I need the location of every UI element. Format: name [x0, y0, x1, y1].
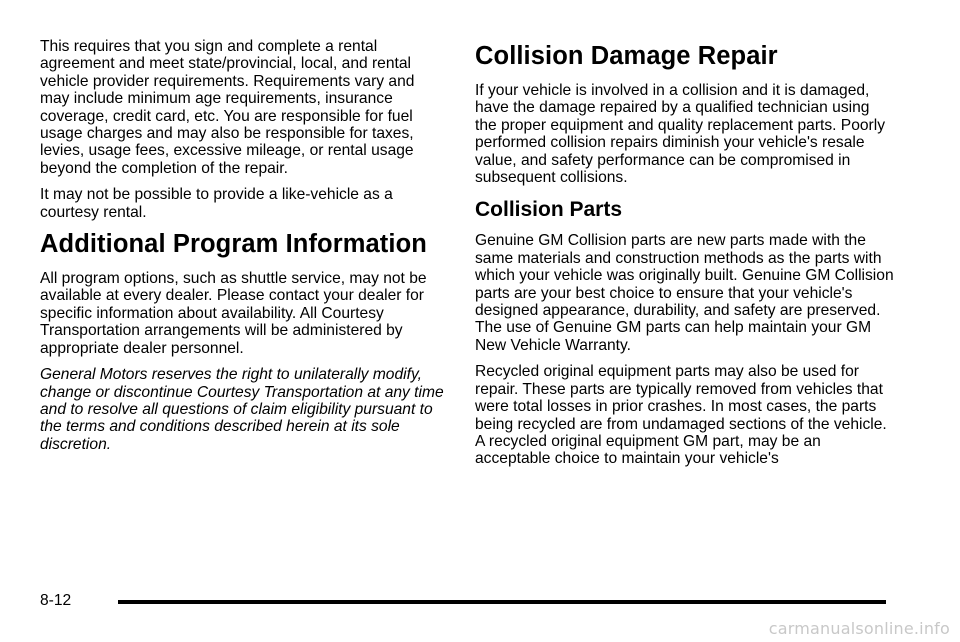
left-column [40, 38, 444, 462]
genuine-parts-paragraph: Genuine GM Collision parts are new parts made with the same materials and construction methods as the parts with which your vehicle was originally built. Genuine GM Collision parts are your best choice to ensure that your vehicle's designed appearance, durability, and safety are preserved. The use of Genuine GM parts can help maintain your GM New Vehicle Warranty. [475, 232, 894, 354]
collision-damage-paragraph: If your vehicle is involved in a collision and it is damaged, have the damage repaired by a qualified technician using the proper equipment and quality replacement parts. Poorly performed collision repairs diminish your vehicle's resale value, and safety performance can be compromised in subsequent collisions. [475, 82, 886, 187]
watermark: carmanualsonline.info [768, 619, 950, 638]
page-number: 8-12 [40, 592, 72, 609]
recycled-parts-paragraph: Recycled original equipment parts may also be used for repair. These parts are typically removed from vehicles that were total losses in prior crashes. In most cases, the parts being recycled are from undamaged sections of the vehicle. A recycled original equipment GM part, may be an acceptable choice to maintain your vehicle's [475, 363, 887, 468]
footer-rule [118, 600, 886, 604]
collision-damage-repair-heading: Collision Damage Repair [475, 42, 778, 70]
courtesy-rental-paragraph: It may not be possible to provide a like-vehicle as a courtesy rental. [40, 186, 393, 221]
program-options-paragraph: All program options, such as shuttle service, may not be available at every dealer. Please contact your dealer for specific information about availability. All Courtesy Transportation arrangements will be administered by appropriate dealer personnel. [40, 270, 427, 357]
additional-program-heading: Additional Program Information [40, 230, 427, 259]
rental-requirements-paragraph: This requires that you sign and complete a rental agreement and meet state/provincial, local, and rental vehicle provider requirements. Requirements vary and may include minimum age requirements, insurance coverage, credit card, etc. You are responsible for fuel usage charges and may also be responsible for taxes, levies, usage fees, excessive mileage, or rental usage beyond the completion of the repair. [40, 38, 415, 177]
collision-parts-heading: Collision Parts [475, 198, 623, 222]
gm-rights-paragraph: General Motors reserves the right to unilaterally modify, change or discontinue Courtesy Transportation at any time and to resolve all questions of claim eligibility pursuant to the terms and conditions described herein at its sole discretion. [40, 366, 444, 453]
right-column [475, 38, 895, 477]
